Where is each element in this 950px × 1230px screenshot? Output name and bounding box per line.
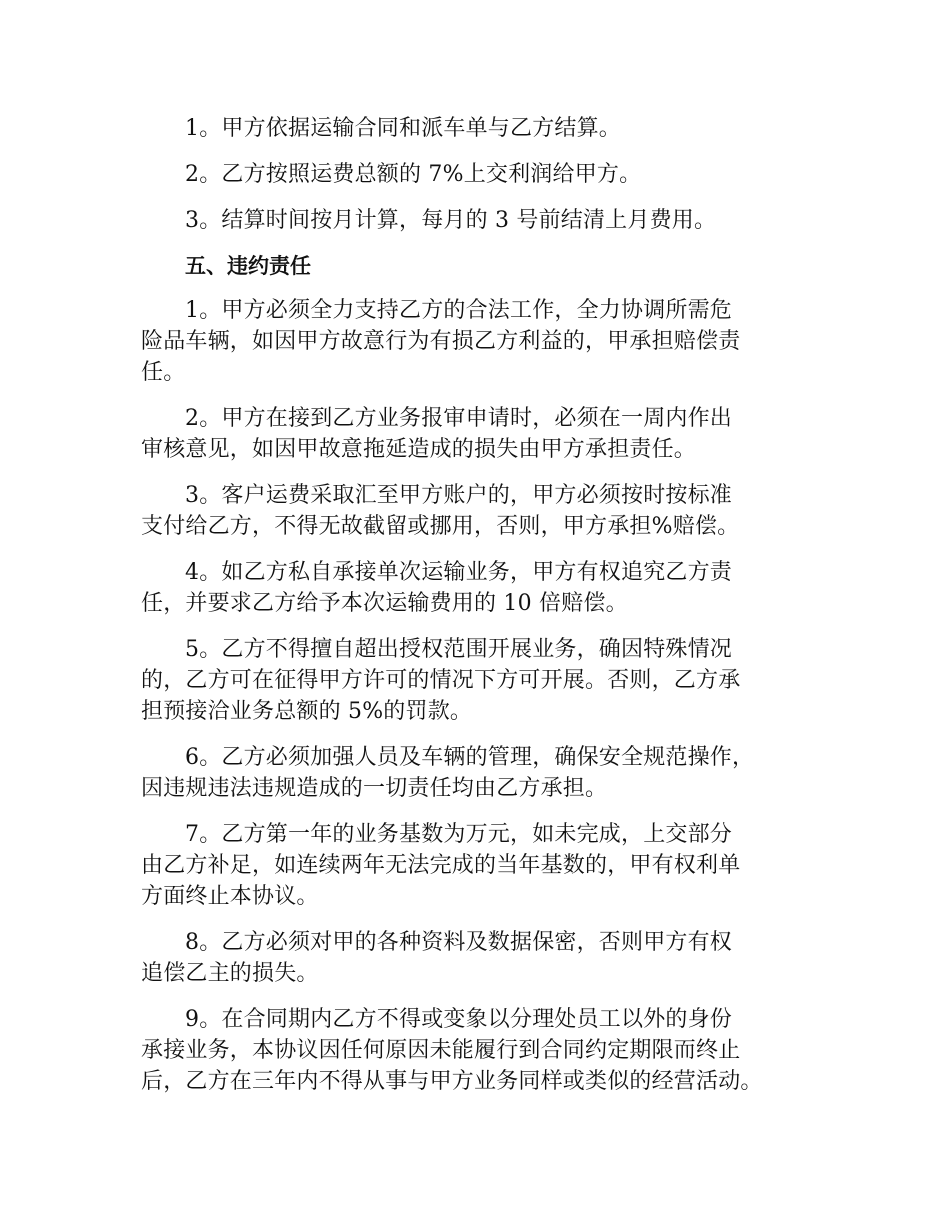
liability-item-9: 9。在合同期内乙方不得或变象以分理处员工以外的身份 承接业务，本协议因任何原因未能履行到合同约定期限而终止 后，乙方在三年内不得从事与甲方业务同样或类似的经营活动。 (141, 1007, 763, 1094)
liability-item-1: 1。甲方必须全力支持乙方的合法工作，全力协调所需危 险品车辆，如因甲方故意行为有损乙方利益的，甲承担赔偿责 任。 (141, 298, 741, 385)
liability-item-8: 8。乙方必须对甲的各种资料及数据保密，否则甲方有权 追偿乙主的损失。 (141, 930, 732, 986)
document-body (141, 113, 831, 1097)
settlement-item-1: 1。甲方依据运输合同和派车单与乙方结算。 (185, 116, 621, 141)
settlement-item-3: 3。结算时间按月计算，每月的 3 号前结清上月费用。 (185, 208, 717, 233)
settlement-item-2: 2。乙方按照运费总额的 7%上交利润给甲方。 (185, 162, 642, 187)
liability-item-7: 7。乙方第一年的业务基数为万元，如未完成，上交部分 由乙方补足，如连续两年无法完成的当年基数的，甲有权利单 方面终止本协议。 (141, 822, 741, 909)
liability-item-5: 5。乙方不得擅自超出授权范围开展业务，确因特殊情况 的，乙方可在征得甲方许可的情况下方可开展。否则，乙方承 担预接洽业务总额的 5%的罚款。 (141, 637, 741, 724)
liability-item-2: 2。甲方在接到乙方业务报审申请时，必须在一周内作出 审核意见，如因甲故意拖延造成的损失由甲方承担责任。 (141, 406, 732, 462)
section-heading-breach-liability: 五、违约责任 (185, 254, 311, 278)
liability-item-6: 6。乙方必须加强人员及车辆的管理，确保安全规范操作， 因违规违法违规造成的一切责任均由乙方承担。 (141, 745, 755, 801)
liability-item-3: 3。客户运费采取汇至甲方账户的，甲方必须按时按标准 支付给乙方，不得无故截留或挪用，否则，甲方承担%赔偿。 (141, 483, 740, 539)
liability-item-4: 4。如乙方私自承接单次运输业务，甲方有权追究乙方责 任，并要求乙方给予本次运输费用的 10 倍赔偿。 (141, 560, 732, 616)
